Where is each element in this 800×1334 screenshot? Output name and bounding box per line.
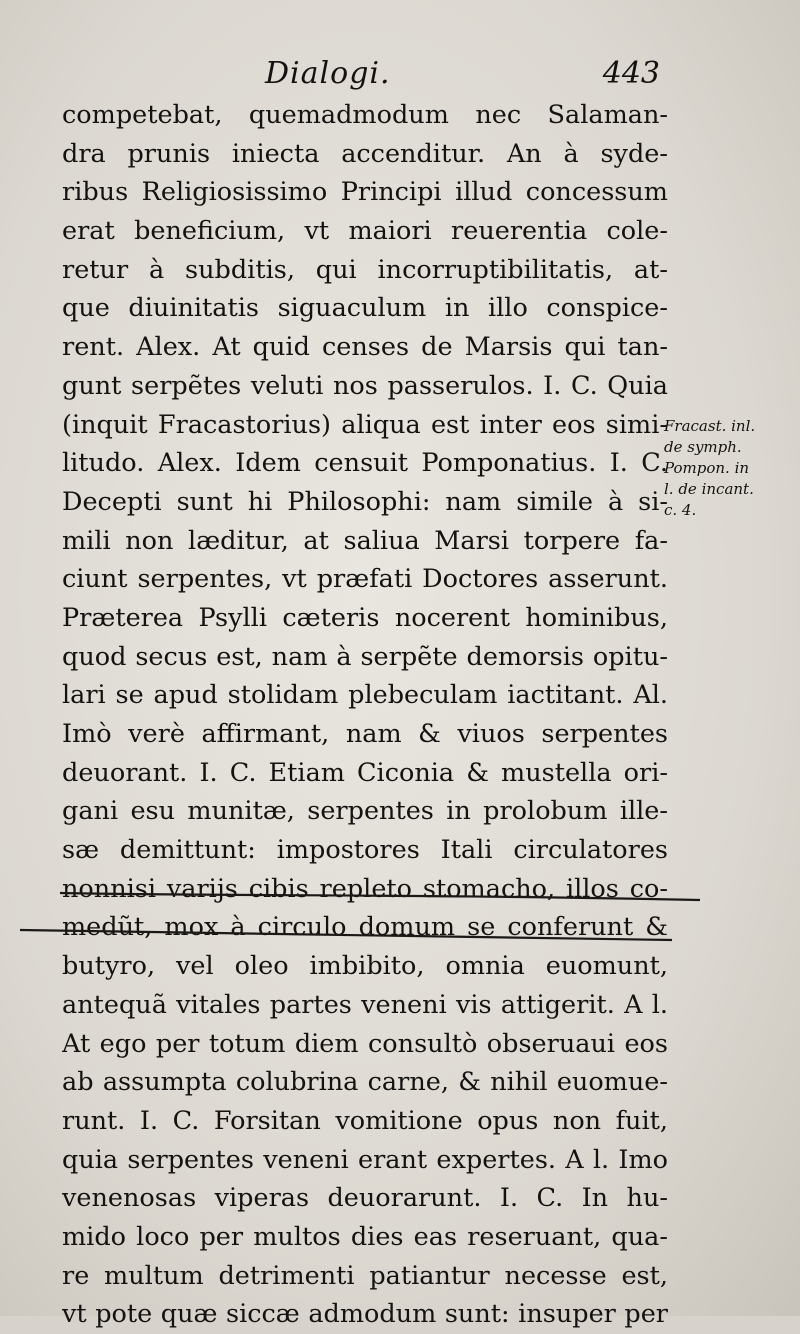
text-line: venenosas viperas deuorarunt. I. C. In hu- bbox=[62, 1183, 668, 1214]
text-line: erat beneficium, vt maiori reuerentia cole- bbox=[62, 216, 668, 247]
marginal-note-line: Fracast. inl. bbox=[664, 417, 756, 435]
text-line: ab assumpta colubrina carne, & nihil euomue- bbox=[62, 1067, 668, 1098]
text-line: rent. Alex. At quid censes de Marsis qui tan- bbox=[62, 332, 668, 363]
text-line: quod secus est, nam à serpẽte demorsis opitu- bbox=[62, 641, 668, 672]
text-line: quia serpentes veneni erant expertes. A l. Imo bbox=[62, 1144, 668, 1175]
text-line: ribus Religiosissimo Principi illud concessum bbox=[62, 177, 668, 208]
text-line: Decepti sunt hi Philosophi: nam simile à si- bbox=[62, 486, 668, 517]
text-line: gani esu munitæ, serpentes in prolobum ille- bbox=[62, 796, 668, 827]
body-text bbox=[62, 96, 668, 1334]
text-line: re multum detrimenti patiantur necesse est, bbox=[62, 1260, 668, 1291]
text-line: antequã vitales partes veneni vis attigerit. A l. bbox=[62, 989, 668, 1020]
text-line: mido loco per multos dies eas reseruant, qua- bbox=[62, 1221, 668, 1252]
text-line: medũt, mox à circulo domum se conferunt & bbox=[62, 912, 668, 943]
marginal-note-line: c. 4. bbox=[664, 501, 697, 519]
text-line: dra prunis iniecta accenditur. An à syde- bbox=[62, 138, 668, 169]
text-line: retur à subditis, qui incorruptibilitatis, at- bbox=[62, 254, 668, 285]
marginal-note bbox=[664, 416, 794, 521]
text-line: gunt serpẽtes veluti nos passerulos. I. C. Quia bbox=[62, 370, 668, 401]
text-line: ciunt serpentes, vt præfati Doctores asserunt. bbox=[62, 564, 668, 595]
text-line: At ego per totum diem consultò obseruaui eos bbox=[62, 1028, 668, 1059]
text-line: runt. I. C. Forsitan vomitione opus non fuit, bbox=[62, 1105, 668, 1136]
text-line: Præterea Psylli cæteris nocerent hominibus, bbox=[62, 602, 668, 633]
text-line: litudo. Alex. Idem censuit Pomponatius. I. C. bbox=[62, 448, 668, 479]
text-line: vt pote quæ siccæ admodum sunt: insuper per bbox=[62, 1299, 668, 1330]
marginal-note-line: de symph. bbox=[664, 438, 742, 456]
text-line: butyro, vel oleo imbibito, omnia euomunt, bbox=[62, 951, 668, 982]
page-number: 443 bbox=[602, 56, 660, 91]
text-line: que diuinitatis siguaculum in illo conspice- bbox=[62, 293, 668, 324]
marginal-note-line: Pompon. in bbox=[664, 459, 750, 477]
page-header bbox=[60, 52, 660, 96]
text-line: competebat, quemadmodum nec Salaman- bbox=[62, 100, 668, 130]
text-line: mili non læditur, at saliua Marsi torpere fa- bbox=[62, 525, 668, 556]
text-line: Imò verè affirmant, nam & viuos serpentes bbox=[62, 719, 668, 749]
text-line: deuorant. I. C. Etiam Ciconia & mustella ori- bbox=[62, 757, 668, 788]
text-line: (inquit Fracastorius) aliqua est inter eos simi- bbox=[62, 409, 668, 440]
marginal-note-line: l. de incant. bbox=[664, 480, 754, 498]
text-line: nonnisi varijs cibis repleto stomacho, illos co- bbox=[62, 873, 668, 904]
text-line: sæ demittunt: impostores Itali circulatores bbox=[62, 835, 668, 866]
running-title: Dialogi. bbox=[265, 56, 391, 91]
text-line: lari se apud stolidam plebeculam iactitant. Al. bbox=[62, 680, 668, 711]
